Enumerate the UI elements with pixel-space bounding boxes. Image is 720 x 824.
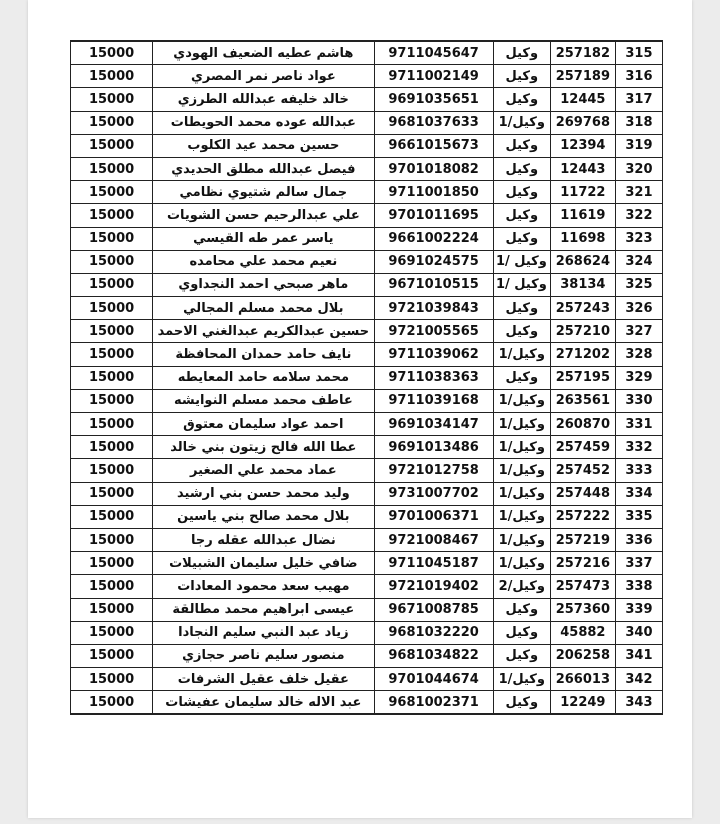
sequence-cell: 342 bbox=[615, 668, 662, 691]
id-number-cell: 11698 bbox=[550, 227, 615, 250]
sequence-cell: 337 bbox=[615, 552, 662, 575]
id-number-cell: 257459 bbox=[550, 436, 615, 459]
id-number-cell: 257189 bbox=[550, 65, 615, 88]
id-number-cell: 260870 bbox=[550, 413, 615, 436]
table-row bbox=[71, 88, 663, 111]
national-number-cell: 9721012758 bbox=[374, 459, 493, 482]
full-name-cell: عماد محمد علي الصغير bbox=[153, 459, 374, 482]
id-number-cell: 257360 bbox=[550, 598, 615, 621]
sequence-cell: 331 bbox=[615, 413, 662, 436]
full-name-cell: جمال سالم شتيوي نظامي bbox=[153, 181, 374, 204]
rank-type-cell: وكيل bbox=[493, 297, 550, 320]
sequence-cell: 341 bbox=[615, 644, 662, 667]
id-number-cell: 257210 bbox=[550, 320, 615, 343]
id-number-cell: 12443 bbox=[550, 157, 615, 180]
id-number-cell: 257182 bbox=[550, 41, 615, 65]
rank-type-cell: وكيل bbox=[493, 227, 550, 250]
full-name-cell: بلال محمد صالح بني ياسين bbox=[153, 505, 374, 528]
full-name-cell: هاشم عطيه الضعيف الهودي bbox=[153, 41, 374, 65]
full-name-cell: زياد عبد النبي سليم النجادا bbox=[153, 621, 374, 644]
full-name-cell: عطا الله فالح زيتون بني خالد bbox=[153, 436, 374, 459]
id-number-cell: 206258 bbox=[550, 644, 615, 667]
sequence-cell: 318 bbox=[615, 111, 662, 134]
sequence-cell: 336 bbox=[615, 528, 662, 551]
amount-cell: 15000 bbox=[71, 668, 153, 691]
table-row bbox=[71, 528, 663, 551]
personnel-table bbox=[70, 40, 663, 715]
id-number-cell: 257222 bbox=[550, 505, 615, 528]
national-number-cell: 9661015673 bbox=[374, 134, 493, 157]
amount-cell: 15000 bbox=[71, 482, 153, 505]
id-number-cell: 269768 bbox=[550, 111, 615, 134]
national-number-cell: 9711002149 bbox=[374, 65, 493, 88]
sequence-cell: 326 bbox=[615, 297, 662, 320]
id-number-cell: 12394 bbox=[550, 134, 615, 157]
amount-cell: 15000 bbox=[71, 204, 153, 227]
amount-cell: 15000 bbox=[71, 65, 153, 88]
full-name-cell: عيسى ابراهيم محمد مطالقة bbox=[153, 598, 374, 621]
sequence-cell: 335 bbox=[615, 505, 662, 528]
id-number-cell: 12445 bbox=[550, 88, 615, 111]
national-number-cell: 9701044674 bbox=[374, 668, 493, 691]
rank-type-cell: وكيل bbox=[493, 157, 550, 180]
rank-type-cell: وكيل bbox=[493, 598, 550, 621]
national-number-cell: 9671010515 bbox=[374, 273, 493, 296]
rank-type-cell: وكيل bbox=[493, 320, 550, 343]
full-name-cell: وليد محمد حسن بني ارشيد bbox=[153, 482, 374, 505]
table-row bbox=[71, 157, 663, 180]
sequence-cell: 322 bbox=[615, 204, 662, 227]
id-number-cell: 268624 bbox=[550, 250, 615, 273]
table-row bbox=[71, 41, 663, 65]
national-number-cell: 9681037633 bbox=[374, 111, 493, 134]
full-name-cell: بلال محمد مسلم المجالي bbox=[153, 297, 374, 320]
sequence-cell: 328 bbox=[615, 343, 662, 366]
table-row bbox=[71, 389, 663, 412]
id-number-cell: 257216 bbox=[550, 552, 615, 575]
national-number-cell: 9711038363 bbox=[374, 366, 493, 389]
table-row bbox=[71, 111, 663, 134]
full-name-cell: نعيم محمد علي محامده bbox=[153, 250, 374, 273]
national-number-cell: 9721019402 bbox=[374, 575, 493, 598]
national-number-cell: 9691024575 bbox=[374, 250, 493, 273]
sequence-cell: 339 bbox=[615, 598, 662, 621]
table-row bbox=[71, 621, 663, 644]
table-row bbox=[71, 459, 663, 482]
full-name-cell: احمد عواد سليمان معتوق bbox=[153, 413, 374, 436]
table-row bbox=[71, 273, 663, 296]
amount-cell: 15000 bbox=[71, 505, 153, 528]
rank-type-cell: وكيل/1 bbox=[493, 413, 550, 436]
national-number-cell: 9701011695 bbox=[374, 204, 493, 227]
rank-type-cell: وكيل/1 bbox=[493, 111, 550, 134]
rank-type-cell: وكيل/1 bbox=[493, 343, 550, 366]
amount-cell: 15000 bbox=[71, 297, 153, 320]
table-row bbox=[71, 436, 663, 459]
national-number-cell: 9711039062 bbox=[374, 343, 493, 366]
id-number-cell: 11619 bbox=[550, 204, 615, 227]
id-number-cell: 266013 bbox=[550, 668, 615, 691]
national-number-cell: 9711001850 bbox=[374, 181, 493, 204]
table-row bbox=[71, 297, 663, 320]
personnel-table-body bbox=[71, 41, 663, 714]
amount-cell: 15000 bbox=[71, 389, 153, 412]
id-number-cell: 263561 bbox=[550, 389, 615, 412]
full-name-cell: حسين عبدالكريم عبدالغني الاحمد bbox=[153, 320, 374, 343]
sequence-cell: 319 bbox=[615, 134, 662, 157]
national-number-cell: 9701018082 bbox=[374, 157, 493, 180]
table-row bbox=[71, 181, 663, 204]
full-name-cell: عاطف محمد مسلم النوايشه bbox=[153, 389, 374, 412]
rank-type-cell: وكيل/1 bbox=[493, 459, 550, 482]
full-name-cell: محمد سلامه حامد المعايطه bbox=[153, 366, 374, 389]
national-number-cell: 9661002224 bbox=[374, 227, 493, 250]
sequence-cell: 316 bbox=[615, 65, 662, 88]
rank-type-cell: وكيل bbox=[493, 621, 550, 644]
national-number-cell: 9721039843 bbox=[374, 297, 493, 320]
national-number-cell: 9691013486 bbox=[374, 436, 493, 459]
table-row bbox=[71, 482, 663, 505]
rank-type-cell: وكيل bbox=[493, 41, 550, 65]
amount-cell: 15000 bbox=[71, 459, 153, 482]
sequence-cell: 315 bbox=[615, 41, 662, 65]
full-name-cell: ضافي خليل سليمان الشبيلات bbox=[153, 552, 374, 575]
sequence-cell: 330 bbox=[615, 389, 662, 412]
national-number-cell: 9701006371 bbox=[374, 505, 493, 528]
amount-cell: 15000 bbox=[71, 343, 153, 366]
amount-cell: 15000 bbox=[71, 552, 153, 575]
sequence-cell: 329 bbox=[615, 366, 662, 389]
sequence-cell: 321 bbox=[615, 181, 662, 204]
full-name-cell: عبدالله عوده محمد الحويطات bbox=[153, 111, 374, 134]
table-row bbox=[71, 598, 663, 621]
table-row bbox=[71, 644, 663, 667]
table-row bbox=[71, 552, 663, 575]
sequence-cell: 317 bbox=[615, 88, 662, 111]
amount-cell: 15000 bbox=[71, 413, 153, 436]
sequence-cell: 324 bbox=[615, 250, 662, 273]
table-row bbox=[71, 505, 663, 528]
rank-type-cell: وكيل /1 bbox=[493, 273, 550, 296]
amount-cell: 15000 bbox=[71, 598, 153, 621]
id-number-cell: 257195 bbox=[550, 366, 615, 389]
national-number-cell: 9691035651 bbox=[374, 88, 493, 111]
amount-cell: 15000 bbox=[71, 691, 153, 715]
table-row bbox=[71, 413, 663, 436]
full-name-cell: نايف حامد حمدان المحافظة bbox=[153, 343, 374, 366]
table-row bbox=[71, 204, 663, 227]
amount-cell: 15000 bbox=[71, 111, 153, 134]
rank-type-cell: وكيل /1 bbox=[493, 250, 550, 273]
sequence-cell: 334 bbox=[615, 482, 662, 505]
id-number-cell: 271202 bbox=[550, 343, 615, 366]
rank-type-cell: وكيل bbox=[493, 134, 550, 157]
full-name-cell: ياسر عمر طه القيسي bbox=[153, 227, 374, 250]
sequence-cell: 338 bbox=[615, 575, 662, 598]
rank-type-cell: وكيل/1 bbox=[493, 552, 550, 575]
amount-cell: 15000 bbox=[71, 366, 153, 389]
table-row bbox=[71, 65, 663, 88]
id-number-cell: 38134 bbox=[550, 273, 615, 296]
id-number-cell: 45882 bbox=[550, 621, 615, 644]
amount-cell: 15000 bbox=[71, 88, 153, 111]
table-row bbox=[71, 227, 663, 250]
rank-type-cell: وكيل/1 bbox=[493, 668, 550, 691]
full-name-cell: عبد الاله خالد سليمان عفيشات bbox=[153, 691, 374, 715]
table-row bbox=[71, 250, 663, 273]
amount-cell: 15000 bbox=[71, 528, 153, 551]
national-number-cell: 9721008467 bbox=[374, 528, 493, 551]
rank-type-cell: وكيل bbox=[493, 181, 550, 204]
amount-cell: 15000 bbox=[71, 273, 153, 296]
rank-type-cell: وكيل bbox=[493, 691, 550, 715]
national-number-cell: 9681032220 bbox=[374, 621, 493, 644]
rank-type-cell: وكيل bbox=[493, 65, 550, 88]
full-name-cell: نضال عبدالله عقله رجا bbox=[153, 528, 374, 551]
national-number-cell: 9711045647 bbox=[374, 41, 493, 65]
full-name-cell: مهيب سعد محمود المعادات bbox=[153, 575, 374, 598]
id-number-cell: 257243 bbox=[550, 297, 615, 320]
id-number-cell: 257452 bbox=[550, 459, 615, 482]
national-number-cell: 9681002371 bbox=[374, 691, 493, 715]
id-number-cell: 257219 bbox=[550, 528, 615, 551]
sequence-cell: 340 bbox=[615, 621, 662, 644]
sequence-cell: 332 bbox=[615, 436, 662, 459]
amount-cell: 15000 bbox=[71, 134, 153, 157]
table-row bbox=[71, 691, 663, 715]
amount-cell: 15000 bbox=[71, 181, 153, 204]
national-number-cell: 9721005565 bbox=[374, 320, 493, 343]
sequence-cell: 333 bbox=[615, 459, 662, 482]
table-row bbox=[71, 320, 663, 343]
amount-cell: 15000 bbox=[71, 250, 153, 273]
table-row bbox=[71, 575, 663, 598]
national-number-cell: 9731007702 bbox=[374, 482, 493, 505]
full-name-cell: فيصل عبدالله مطلق الحديدي bbox=[153, 157, 374, 180]
rank-type-cell: وكيل/2 bbox=[493, 575, 550, 598]
table-row bbox=[71, 668, 663, 691]
rank-type-cell: وكيل bbox=[493, 644, 550, 667]
sequence-cell: 323 bbox=[615, 227, 662, 250]
amount-cell: 15000 bbox=[71, 227, 153, 250]
sequence-cell: 327 bbox=[615, 320, 662, 343]
amount-cell: 15000 bbox=[71, 436, 153, 459]
amount-cell: 15000 bbox=[71, 575, 153, 598]
id-number-cell: 257448 bbox=[550, 482, 615, 505]
sequence-cell: 325 bbox=[615, 273, 662, 296]
amount-cell: 15000 bbox=[71, 644, 153, 667]
full-name-cell: علي عبدالرحيم حسن الشويات bbox=[153, 204, 374, 227]
amount-cell: 15000 bbox=[71, 621, 153, 644]
national-number-cell: 9671008785 bbox=[374, 598, 493, 621]
rank-type-cell: وكيل/1 bbox=[493, 389, 550, 412]
id-number-cell: 12249 bbox=[550, 691, 615, 715]
table-row bbox=[71, 366, 663, 389]
rank-type-cell: وكيل bbox=[493, 204, 550, 227]
full-name-cell: ماهر صبحي احمد النجداوي bbox=[153, 273, 374, 296]
sequence-cell: 343 bbox=[615, 691, 662, 715]
amount-cell: 15000 bbox=[71, 41, 153, 65]
table-row bbox=[71, 343, 663, 366]
national-number-cell: 9711039168 bbox=[374, 389, 493, 412]
id-number-cell: 257473 bbox=[550, 575, 615, 598]
table-row bbox=[71, 134, 663, 157]
rank-type-cell: وكيل bbox=[493, 366, 550, 389]
amount-cell: 15000 bbox=[71, 320, 153, 343]
national-number-cell: 9681034822 bbox=[374, 644, 493, 667]
national-number-cell: 9711045187 bbox=[374, 552, 493, 575]
full-name-cell: خالد خليفه عبدالله الطرزي bbox=[153, 88, 374, 111]
full-name-cell: عقيل خلف عقيل الشرفات bbox=[153, 668, 374, 691]
id-number-cell: 11722 bbox=[550, 181, 615, 204]
national-number-cell: 9691034147 bbox=[374, 413, 493, 436]
rank-type-cell: وكيل bbox=[493, 88, 550, 111]
amount-cell: 15000 bbox=[71, 157, 153, 180]
rank-type-cell: وكيل/1 bbox=[493, 528, 550, 551]
full-name-cell: عواد ناصر نمر المصري bbox=[153, 65, 374, 88]
rank-type-cell: وكيل/1 bbox=[493, 482, 550, 505]
sequence-cell: 320 bbox=[615, 157, 662, 180]
document-page bbox=[28, 0, 692, 818]
full-name-cell: حسين محمد عيد الكلوب bbox=[153, 134, 374, 157]
full-name-cell: منصور سليم ناصر حجازي bbox=[153, 644, 374, 667]
rank-type-cell: وكيل/1 bbox=[493, 505, 550, 528]
rank-type-cell: وكيل/1 bbox=[493, 436, 550, 459]
